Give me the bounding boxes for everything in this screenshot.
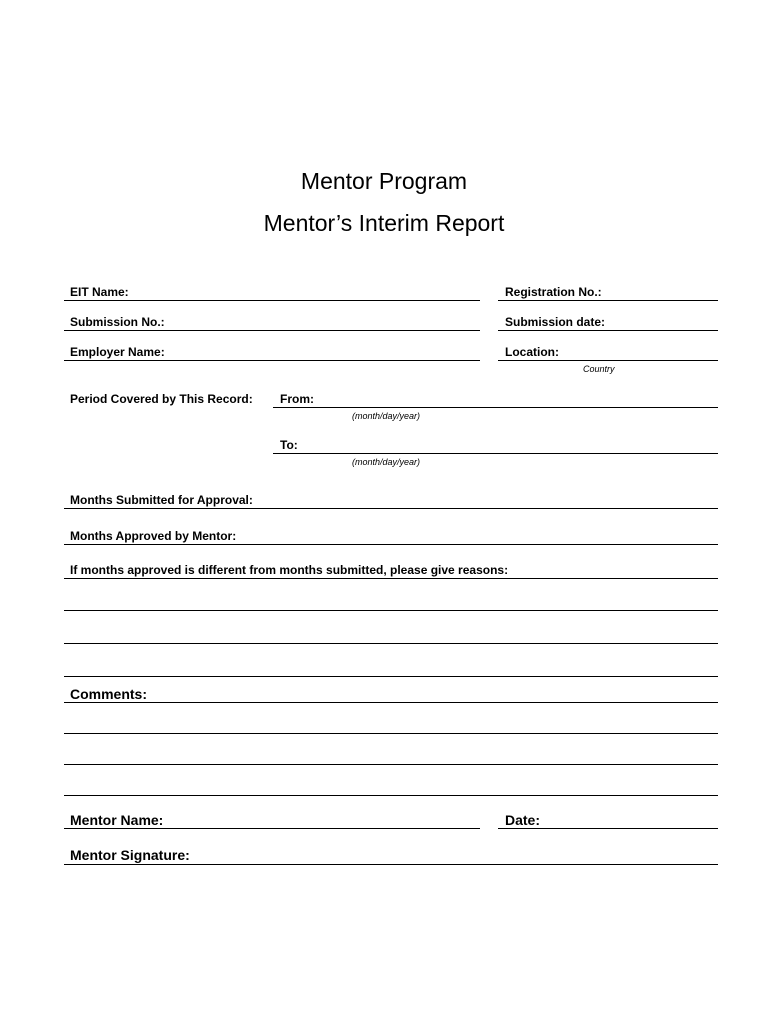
comments-line[interactable] bbox=[64, 764, 718, 765]
from-label: From: bbox=[280, 392, 314, 406]
reasons-line[interactable] bbox=[64, 610, 718, 611]
reasons-line[interactable] bbox=[64, 578, 718, 579]
employer-name-field[interactable] bbox=[64, 360, 480, 361]
reasons-line[interactable] bbox=[64, 643, 718, 644]
months-submitted-field[interactable] bbox=[64, 508, 718, 509]
to-date-hint: (month/day/year) bbox=[352, 457, 421, 467]
comments-line[interactable] bbox=[64, 702, 718, 703]
document-title: Mentor Program bbox=[300, 168, 468, 194]
submission-no-field[interactable] bbox=[64, 330, 480, 331]
date-field[interactable] bbox=[498, 828, 718, 829]
mentor-name-field[interactable] bbox=[64, 828, 480, 829]
reasons-prompt-label: If months approved is different from months submitted, please give reasons: bbox=[70, 563, 509, 577]
from-date-hint: (month/day/year) bbox=[352, 411, 421, 421]
location-field[interactable] bbox=[498, 360, 718, 361]
date-label: Date: bbox=[505, 812, 541, 828]
employer-name-label: Employer Name: bbox=[70, 345, 165, 359]
comments-line[interactable] bbox=[64, 795, 718, 796]
comments-line[interactable] bbox=[64, 733, 718, 734]
submission-date-label: Submission date: bbox=[505, 315, 606, 329]
eit-name-label: EIT Name: bbox=[70, 285, 129, 299]
from-date-field[interactable] bbox=[273, 407, 718, 408]
reasons-line[interactable] bbox=[64, 676, 718, 677]
period-covered-label: Period Covered by This Record: bbox=[70, 392, 253, 406]
eit-name-field[interactable] bbox=[64, 300, 480, 301]
to-label: To: bbox=[280, 438, 298, 452]
submission-date-field[interactable] bbox=[498, 330, 718, 331]
submission-no-label: Submission No.: bbox=[70, 315, 165, 329]
location-label: Location: bbox=[505, 345, 559, 359]
registration-no-label: Registration No.: bbox=[505, 285, 602, 299]
mentor-signature-field[interactable] bbox=[64, 864, 718, 865]
to-date-field[interactable] bbox=[273, 453, 718, 454]
document-subtitle: Mentor’s Interim Report bbox=[263, 210, 505, 236]
mentor-name-label: Mentor Name: bbox=[70, 812, 164, 828]
months-approved-label: Months Approved by Mentor: bbox=[70, 529, 237, 543]
months-submitted-label: Months Submitted for Approval: bbox=[70, 493, 253, 507]
location-hint: Country bbox=[583, 364, 615, 374]
registration-no-field[interactable] bbox=[498, 300, 718, 301]
months-approved-field[interactable] bbox=[64, 544, 718, 545]
mentor-signature-label: Mentor Signature: bbox=[70, 847, 190, 863]
comments-label: Comments: bbox=[70, 686, 148, 702]
